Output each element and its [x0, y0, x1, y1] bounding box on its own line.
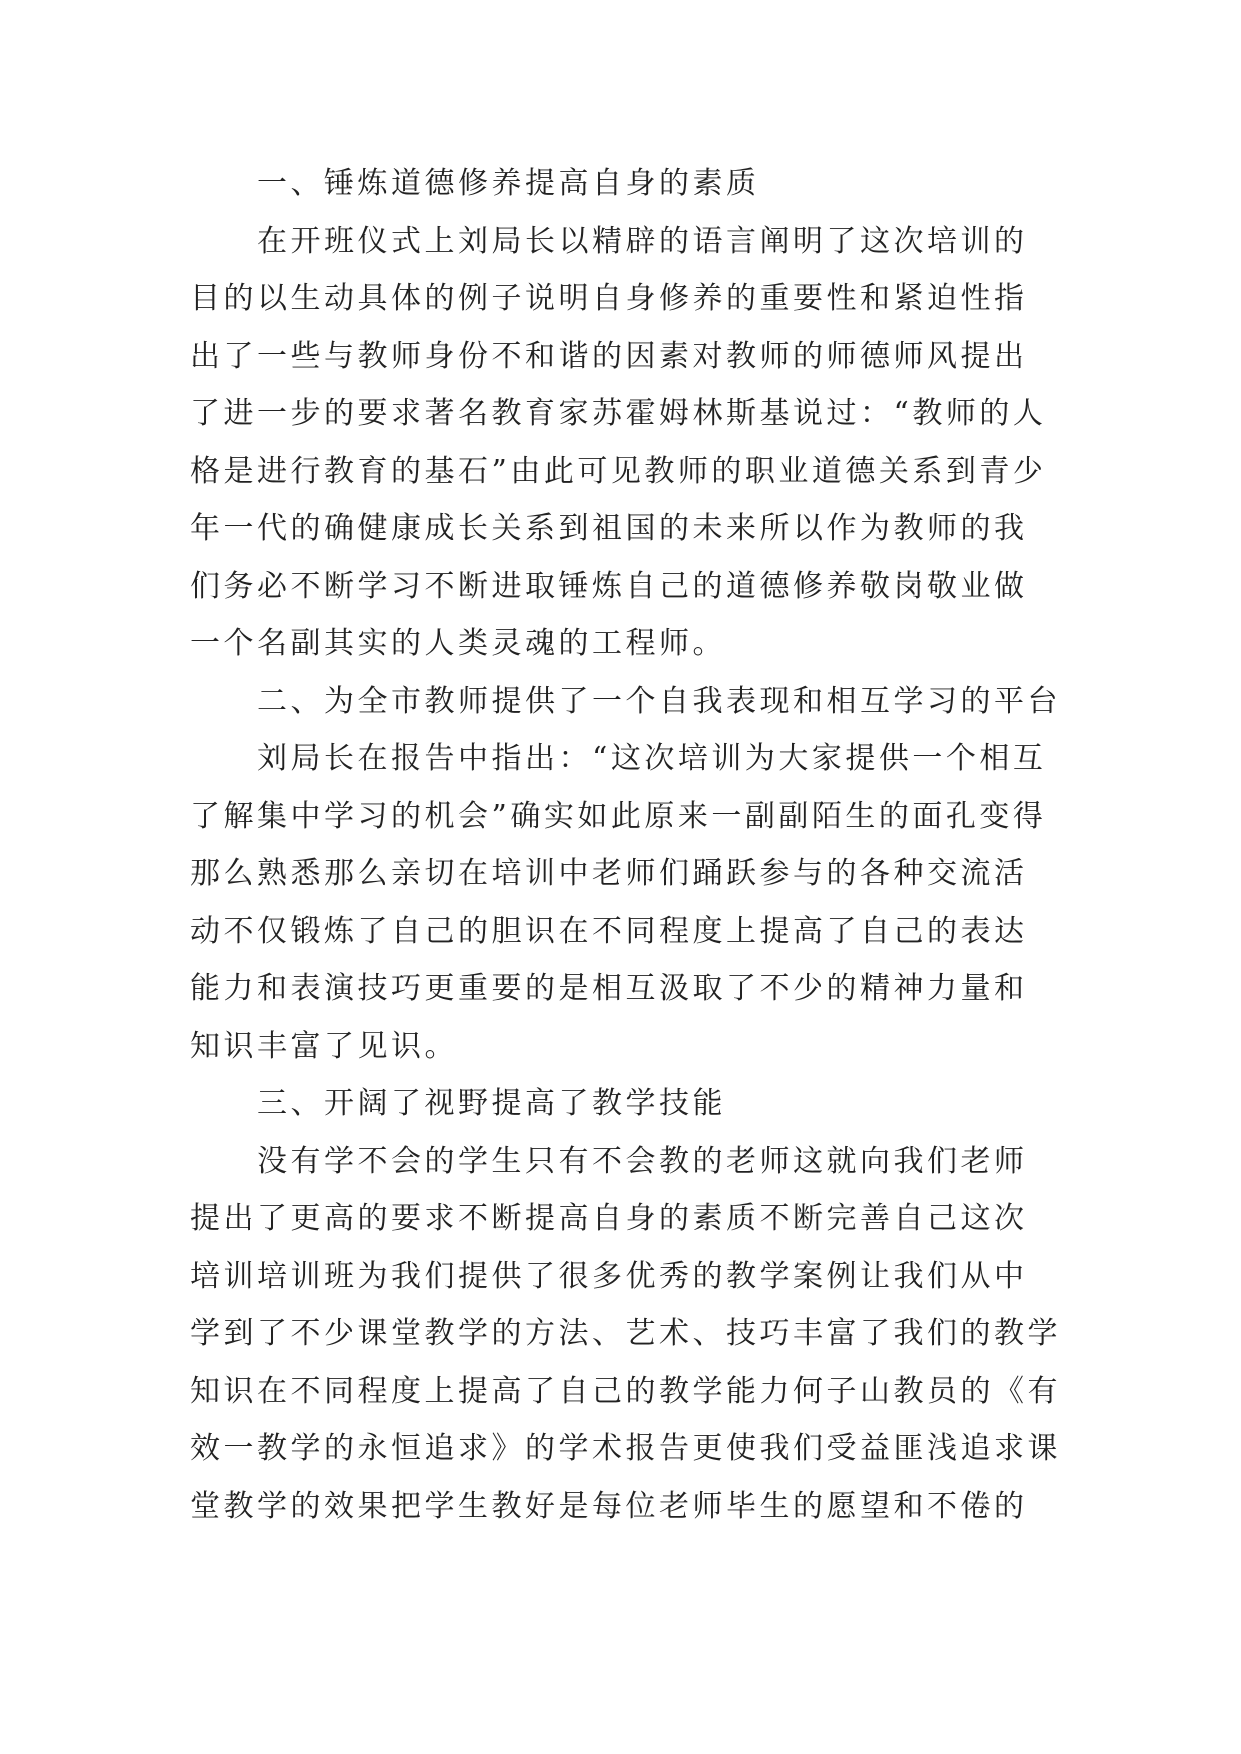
paragraph-line: 知识在不同程度上提高了自己的教学能力何子山教员的《有 [190, 1373, 1061, 1409]
paragraph-line: 培训培训班为我们提供了很多优秀的教学案例让我们从中 [190, 1258, 1028, 1294]
paragraph-line: 在开班仪式上刘局长以精辟的语言阐明了这次培训的 [257, 223, 1028, 259]
paragraph-line: 出了一些与教师身份不和谐的因素对教师的师德师风提出 [190, 338, 1028, 374]
paragraph-line: 刘局长在报告中指出：“这次培训为大家提供一个相互 [257, 741, 1047, 776]
paragraph-line: 们务必不断学习不断进取锤炼自己的道德修养敬岗敬业做 [190, 568, 1028, 604]
paragraph-line: 知识丰富了见识。 [190, 1028, 458, 1064]
paragraph-line: 年一代的确健康成长关系到祖国的未来所以作为教师的我 [190, 511, 1028, 546]
section-heading-1: 一、锤炼道德修养提高自身的素质 [257, 166, 760, 201]
paragraph-line: 能力和表演技巧更重要的是相互汲取了不少的精神力量和 [190, 971, 1028, 1006]
paragraph-line: 效一教学的永恒追求》的学术报告更使我们受益匪浅追求课 [190, 1431, 1061, 1466]
paragraph-line: 动不仅锻炼了自己的胆识在不同程度上提高了自己的表达 [190, 913, 1028, 949]
paragraph-line: 了解集中学习的机会”确实如此原来一副副陌生的面孔变得 [190, 798, 1047, 834]
paragraph-line: 了进一步的要求著名教育家苏霍姆林斯基说过：“教师的人 [190, 396, 1047, 431]
paragraph-line: 提出了更高的要求不断提高自身的素质不断完善自己这次 [190, 1201, 1028, 1236]
paragraph-line: 堂教学的效果把学生教好是每位老师毕生的愿望和不倦的 [190, 1488, 1028, 1524]
section-heading-2: 二、为全市教师提供了一个自我表现和相互学习的平台 [257, 683, 1061, 719]
paragraph-line: 格是进行教育的基石”由此可见教师的职业道德关系到青少 [190, 453, 1047, 489]
paragraph-line: 没有学不会的学生只有不会教的老师这就向我们老师 [257, 1143, 1028, 1179]
paragraph-line: 学到了不少课堂教学的方法、艺术、技巧丰富了我们的教学 [190, 1316, 1061, 1351]
section-heading-3: 三、开阔了视野提高了教学技能 [257, 1086, 726, 1121]
paragraph-line: 目的以生动具体的例子说明自身修养的重要性和紧迫性指 [190, 281, 1028, 316]
document-body [190, 155, 1061, 1535]
paragraph-line: 那么熟悉那么亲切在培训中老师们踊跃参与的各种交流活 [190, 856, 1028, 891]
paragraph-line: 一个名副其实的人类灵魂的工程师。 [190, 626, 726, 661]
